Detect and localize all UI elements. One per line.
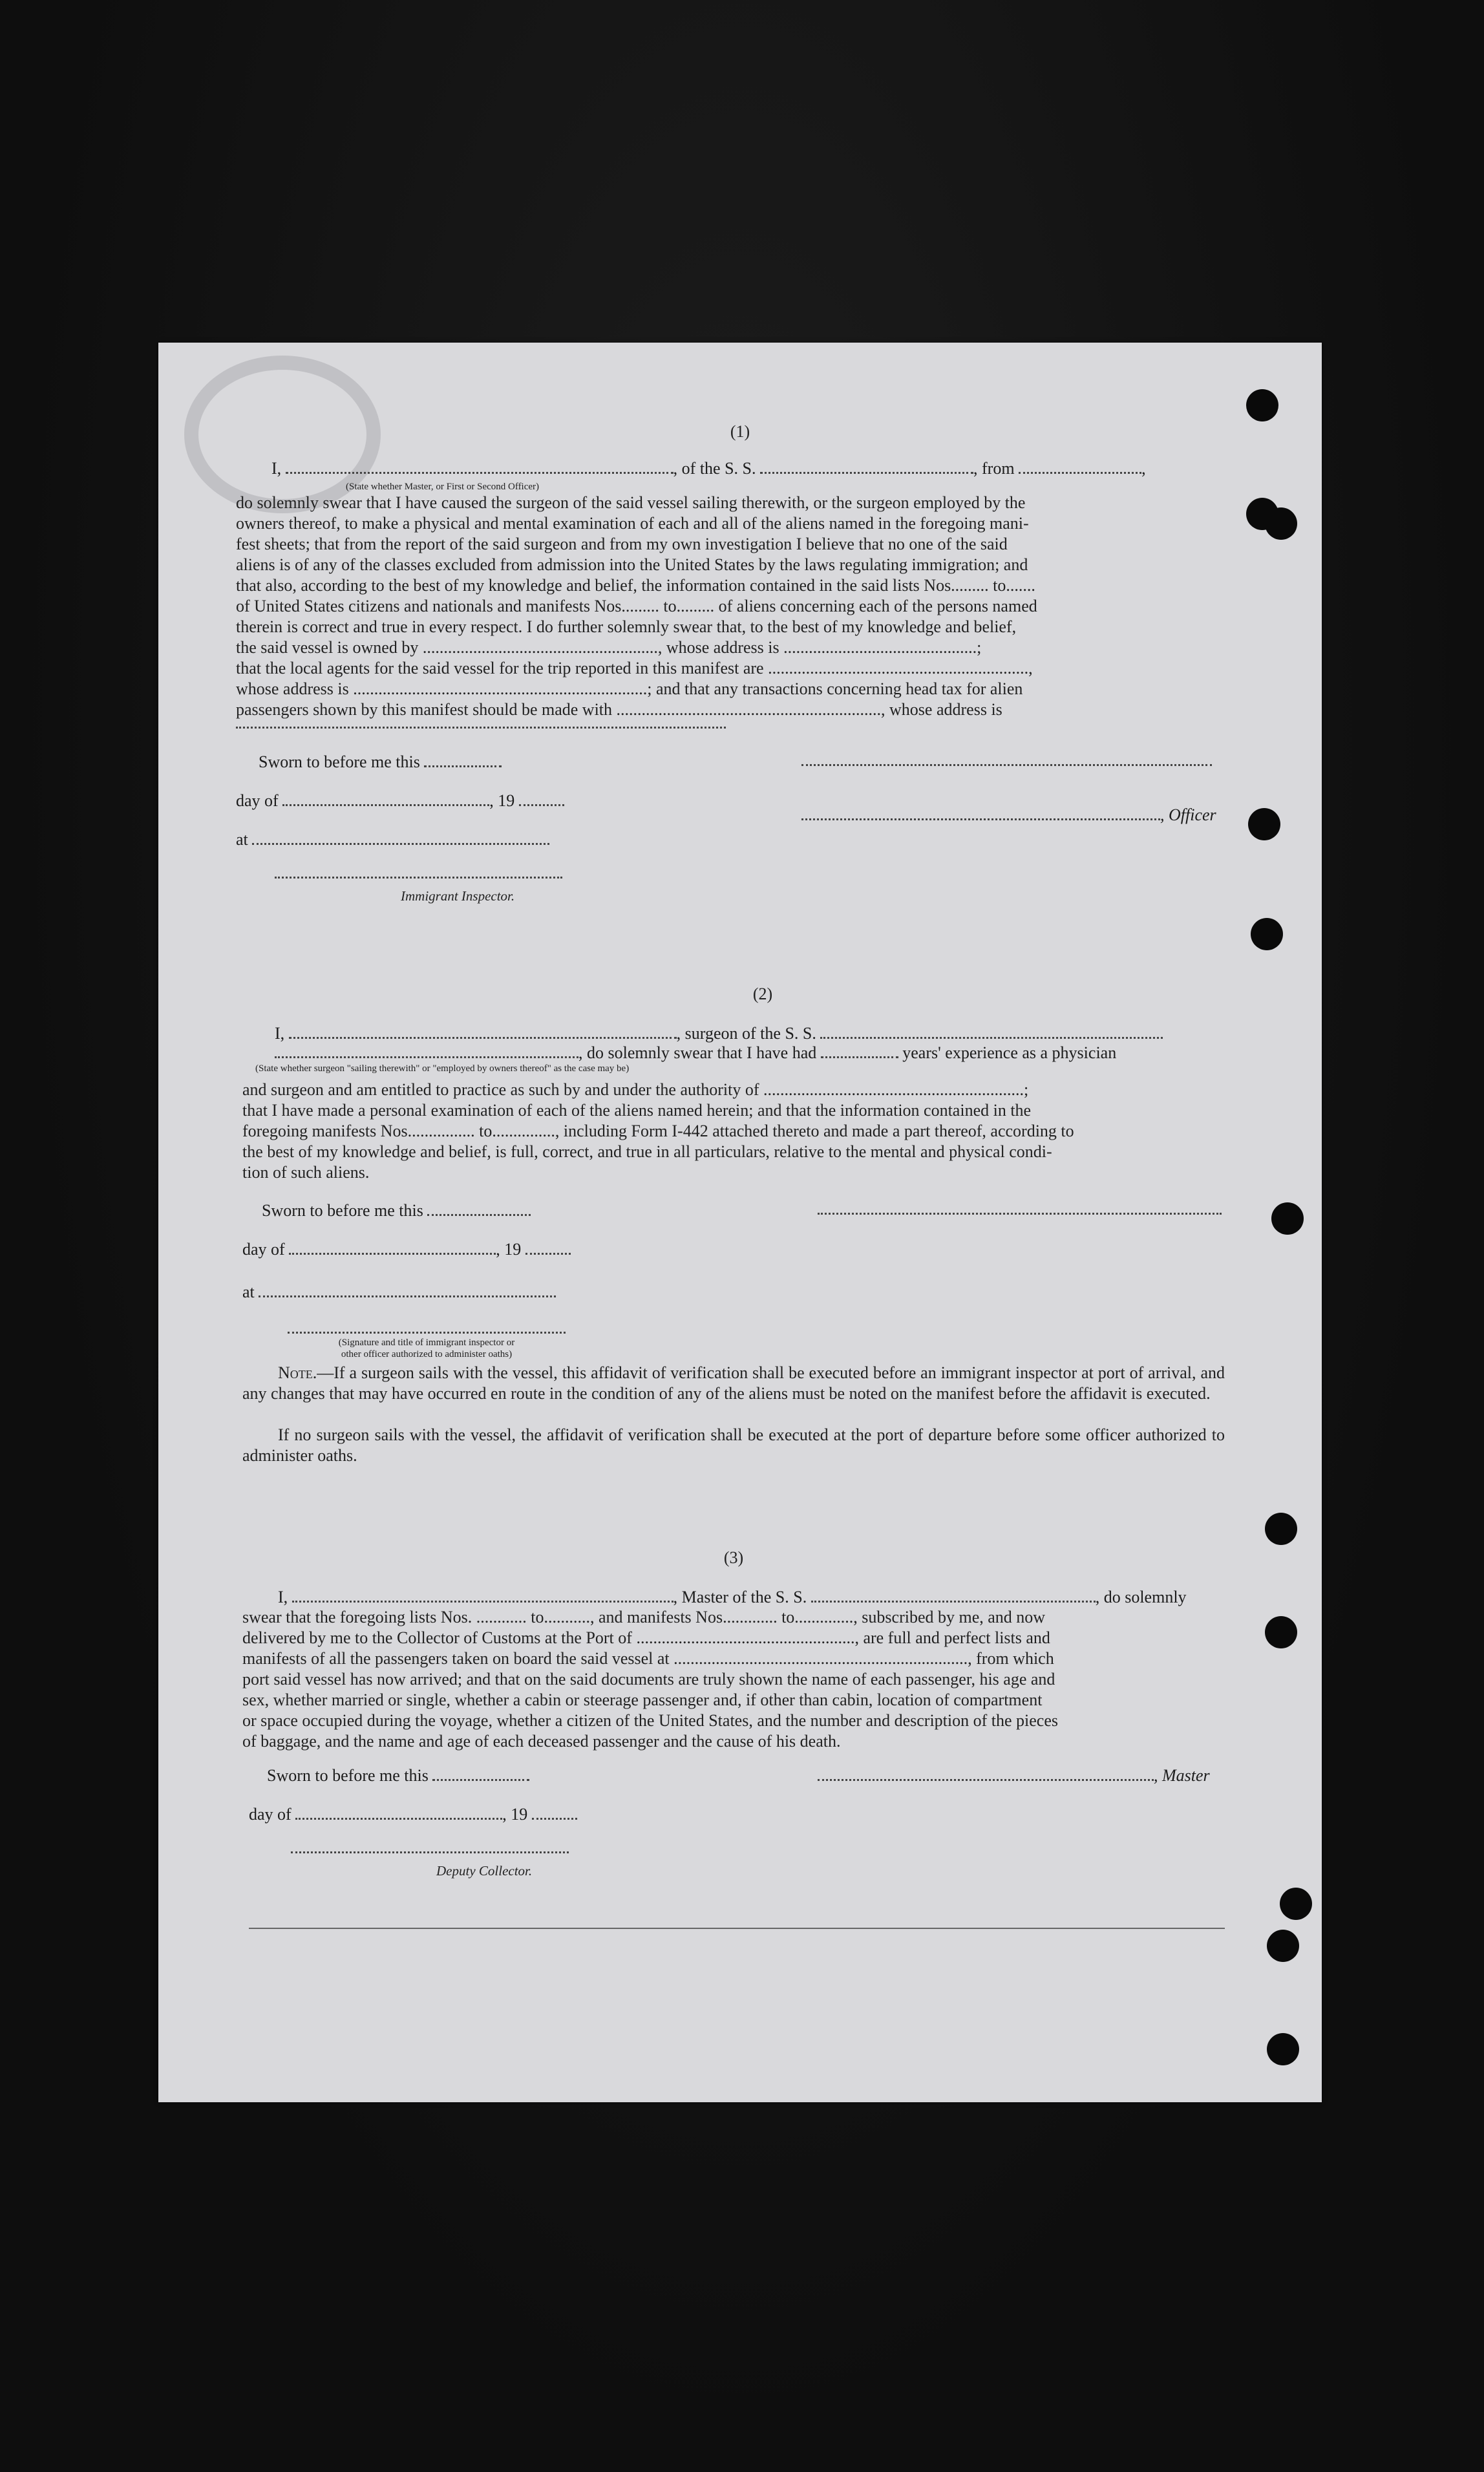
sworn-row-3 [267, 1765, 529, 1785]
at-row-2 [242, 1281, 556, 1302]
vessel-name-field[interactable] [760, 458, 973, 474]
body-line: therein is correct and true in every respect. I do further solemnly swear that, to the best of my knowledge and belief, [236, 617, 1017, 636]
body-line: aliens is of any of the classes excluded from admission into the United States by the laws regulating immigration; and [236, 555, 1028, 574]
sworn-row-2 [262, 1200, 531, 1220]
day-row-1 [236, 790, 564, 811]
day-field[interactable] [282, 790, 489, 806]
day-row-2 [242, 1239, 571, 1259]
punch-hole [1265, 1513, 1297, 1545]
note-text: —If a surgeon sails with the vessel, this affidavit of verification shall be executed before an immigrant inspector at port of arrival, and any changes that may have occurred en route in the condition of any of the aliens must be noted on the manifest before the affidavit is executed. [242, 1363, 1225, 1403]
swear-end-label: , do solemnly [1095, 1588, 1187, 1606]
punch-hole [1265, 507, 1297, 540]
line-1-end-comma: , [1141, 459, 1146, 478]
section-2-number: (2) [752, 985, 773, 1003]
experience-label: years' experience as a physician [902, 1043, 1117, 1062]
caption-line: (Signature and title of immigrant inspector or [338, 1337, 515, 1348]
caption-line: other officer authorized to administer oaths) [341, 1349, 513, 1359]
note-paragraph-2 [242, 1425, 1225, 1466]
body-line: swear that the foregoing lists Nos. ............ to..........., and manifests Nos............. to.............., subscribed by me, and now [242, 1608, 1046, 1626]
surgeon-vessel-label: , surgeon of the S. S. [676, 1024, 816, 1043]
body-line: owners thereof, to make a physical and mental examination of each and all of the aliens named in the foregoing mani- [236, 514, 1029, 533]
body-line: of United States citizens and nationals and manifests Nos......... to......... of aliens concerning each of the persons named [236, 597, 1037, 615]
body-line: that the local agents for the said vessel for the trip reported in this manifest are .............................................................., [236, 659, 1033, 677]
section-3-line-1 [278, 1586, 1187, 1607]
officer-field[interactable] [801, 804, 1160, 820]
body-line: delivered by me to the Collector of Customs at the Port of ...................................................., are full and perfect lists and [242, 1628, 1050, 1647]
section-2-body [242, 1080, 1225, 1183]
body-line: do solemnly swear that I have caused the surgeon of the said vessel sailing therewith, or the surgeon employed by the [236, 493, 1026, 512]
note-text: If no surgeon sails with the vessel, the affidavit of verification shall be executed at the port of departure before some officer authorized to administer oaths. [242, 1425, 1225, 1465]
section-2-line-2 [275, 1042, 1116, 1063]
body-line: manifests of all the passengers taken on board the said vessel at ......................................................................, from which [242, 1649, 1054, 1668]
body-line: the best of my knowledge and belief, is full, correct, and true in all particulars, relative to the mental and physical condi- [242, 1142, 1052, 1161]
section-3-i: I, [278, 1588, 288, 1606]
master-vessel-label: , Master of the S. S. [673, 1588, 807, 1606]
officer-row [801, 804, 1216, 825]
section-2-line-1 [275, 1023, 1163, 1043]
section-3-number: (3) [723, 1548, 744, 1567]
year-field[interactable] [532, 1804, 577, 1820]
section-1-i: I, [271, 459, 282, 478]
manifest-page [158, 343, 1322, 2102]
day-label: day of [249, 1805, 292, 1824]
at-row-1 [236, 829, 549, 849]
section-1-number: (1) [730, 422, 750, 441]
sworn-date-field[interactable] [432, 1765, 529, 1781]
day-field[interactable] [289, 1239, 496, 1255]
body-line: passengers shown by this manifest should be made with ..............................................................., whose address is [236, 700, 1002, 719]
at-field[interactable] [259, 1281, 556, 1297]
body-line: fest sheets; that from the report of the said surgeon and from my own investigation I believe that no one of the said [236, 535, 1008, 553]
punch-hole [1267, 2033, 1299, 2065]
section-2-i: I, [275, 1024, 285, 1043]
punch-hole [1267, 1930, 1299, 1962]
at-label: at [236, 830, 248, 849]
at-field[interactable] [252, 829, 549, 845]
surgeon-type-field[interactable] [275, 1042, 578, 1058]
body-line: the said vessel is owned by ........................................................, whose address is ..............................................; [236, 638, 982, 657]
punch-hole [1271, 1202, 1304, 1235]
day-row-3 [249, 1804, 577, 1824]
officer-label: , Officer [1160, 805, 1216, 824]
deputy-signature-line[interactable] [291, 1851, 569, 1853]
bottom-rule [249, 1928, 1225, 1929]
from-label: , from [973, 459, 1015, 478]
year-label: , 19 [502, 1805, 528, 1824]
punch-hole [1280, 1888, 1312, 1920]
body-line: and surgeon and am entitled to practice as such by and under the authority of ..............................................................; [242, 1080, 1029, 1099]
day-label: day of [236, 791, 279, 810]
punch-hole [1248, 808, 1280, 840]
punch-hole [1246, 389, 1278, 421]
deputy-label: Deputy Collector. [436, 1863, 533, 1879]
body-line: sex, whether married or single, whether a cabin or steerage passenger and, if other than cabin, location of compartment [242, 1690, 1043, 1709]
sworn-date-field[interactable] [424, 751, 502, 767]
body-line: foregoing manifests Nos................ to..............., including Form I-442 attached thereto and made a part thereof, according to [242, 1122, 1074, 1140]
surgeon-signature-line[interactable] [818, 1213, 1222, 1215]
vessel-label: , of the S. S. [673, 459, 756, 478]
section-1-caption: (State whether Master, or First or Second Officer) [346, 482, 540, 492]
year-field[interactable] [525, 1239, 571, 1255]
from-port-field[interactable] [1019, 458, 1141, 474]
officer-title-field[interactable] [286, 458, 673, 474]
punch-hole [1265, 1616, 1297, 1648]
surgeon-name-field[interactable] [289, 1023, 677, 1039]
officer-signature-line[interactable] [801, 764, 1212, 766]
body-line: or space occupied during the voyage, whether a citizen of the United States, and the number and description of the pieces [242, 1711, 1059, 1730]
sworn-label: Sworn to before me this [259, 752, 420, 771]
body-line: tion of such aliens. [242, 1163, 370, 1182]
surgeon-vessel-field[interactable] [820, 1023, 1163, 1039]
swear-label: , do solemnly swear that I have had [578, 1043, 817, 1062]
master-name-field[interactable] [292, 1586, 673, 1603]
day-label: day of [242, 1240, 285, 1259]
master-vessel-field[interactable] [811, 1586, 1096, 1603]
sworn-row-1 [259, 751, 502, 772]
section-2-caption: (State whether surgeon "sailing therewith" or "employed by owners thereof" as the case may be) [255, 1063, 630, 1074]
body-line: port said vessel has now arrived; and that on the said documents are truly shown the name of each passenger, his age and [242, 1670, 1055, 1689]
sworn-date-field[interactable] [427, 1200, 531, 1216]
sworn-label: Sworn to before me this [267, 1766, 429, 1785]
body-line: of baggage, and the name and age of each deceased passenger and the cause of his death. [242, 1732, 841, 1751]
years-field[interactable] [821, 1042, 898, 1058]
address-line[interactable] [236, 727, 726, 729]
section-3-body [242, 1607, 1225, 1752]
inspector-label: Immigrant Inspector. [401, 888, 515, 904]
note-paragraph [242, 1363, 1225, 1404]
section-1-body [236, 493, 1218, 720]
year-label: , 19 [489, 791, 515, 810]
year-label: , 19 [496, 1240, 522, 1259]
body-line: whose address is ......................................................................; and that any transactions concerning head tax for alien [236, 679, 1023, 698]
inspector-signature-line[interactable] [275, 877, 562, 879]
authority-signature-line[interactable] [288, 1332, 566, 1334]
year-field[interactable] [519, 790, 564, 806]
day-field[interactable] [295, 1804, 502, 1820]
authority-caption [275, 1337, 578, 1360]
master-label: , Master [1154, 1766, 1210, 1785]
section-1-line-1 [271, 458, 1260, 478]
body-line: that I have made a personal examination of each of the aliens named herein; and that the information contained in the [242, 1101, 1032, 1120]
punch-hole [1251, 918, 1283, 950]
sworn-label: Sworn to before me this [262, 1201, 423, 1220]
master-signature-field[interactable] [818, 1765, 1154, 1781]
note-label: Note. [278, 1363, 317, 1382]
master-row [818, 1765, 1210, 1785]
body-line: that also, according to the best of my knowledge and belief, the information contained in the said lists Nos......... to....... [236, 576, 1035, 595]
at-label: at [242, 1283, 255, 1301]
